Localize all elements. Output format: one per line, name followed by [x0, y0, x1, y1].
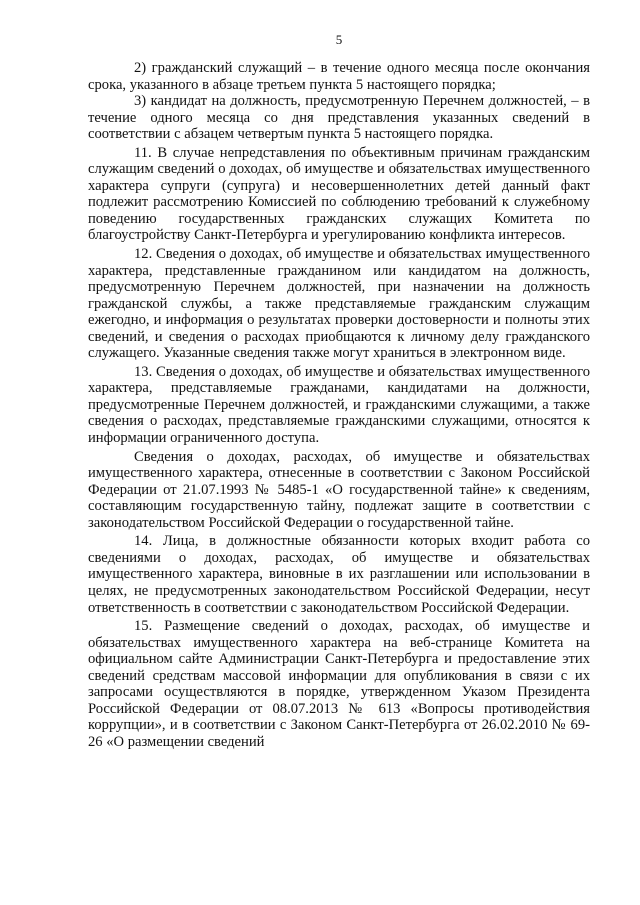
- paragraph-clause-14: 14. Лица, в должностные обязанности которых входит работа со сведениями о доходах, расходах, об имуществе и обязательствах имущественного характера, виновные в их разглашении или использовании в целях, не предусмотренных законодательством Российской Федерации, несут ответственность в соответствии с законодательством Российской Федерации.: [88, 533, 590, 616]
- paragraph-clause-11: 11. В случае непредставления по объективным причинам гражданским служащим сведений о доходах, об имуществе и обязательствах имущественного характера супруги (супруга) и несовершеннолетних детей данный факт подлежит рассмотрению Комиссией по соблюдению требований к служебному поведению государственных гражданских служащих Комитета по благоустройству Санкт-Петербурга и урегулированию конфликта интересов.: [88, 144, 590, 244]
- document-page: [88, 32, 590, 750]
- paragraph-item-3: 3) кандидат на должность, предусмотренную Перечнем должностей, – в течение одного месяца со дня представления указанных сведений в соответствии с абзацем четвертым пункта 5 настоящего порядка.: [88, 93, 590, 143]
- paragraph-clause-15: 15. Размещение сведений о доходах, расходах, об имуществе и обязательствах имущественного характера на веб-странице Комитета на официальном сайте Администрации Санкт-Петербурга и предоставление этих сведений средствам массовой информации для опубликования в связи с их запросами осуществляются в порядке, утвержденном Указом Президента Российской Федерации от 08.07.2013 № 613 «Вопросы противодействия коррупции», и в соответствии с Законом Санкт-Петербурга от 26.02.2010 № 69-26 «О размещении сведений: [88, 618, 590, 750]
- paragraph-state-secret: Сведения о доходах, расходах, об имуществе и обязательствах имущественного характера, отнесенные в соответствии с Законом Российской Федерации от 21.07.1993 № 5485-1 «О государственной тайне» к сведениям, составляющим государственную тайну, подлежат защите в соответствии с законодательством Российской Федерации о государственной тайне.: [88, 448, 590, 531]
- paragraph-item-2: 2) гражданский служащий – в течение одного месяца после окончания срока, указанного в абзаце третьем пункта 5 настоящего порядка;: [88, 60, 590, 93]
- paragraph-clause-12: 12. Сведения о доходах, об имуществе и обязательствах имущественного характера, представленные гражданином или кандидатом на должность, предусмотренную Перечнем должностей, при назначении на должность гражданской службы, а также представляемые гражданским служащим ежегодно, и информация о результатах проверки достоверности и полноты этих сведений, и сведения о расходах приобщаются к личному делу гражданского служащего. Указанные сведения также могут храниться в электронном виде.: [88, 246, 590, 362]
- paragraph-clause-13: 13. Сведения о доходах, об имуществе и обязательствах имущественного характера, представляемые гражданами, кандидатами на должности, предусмотренные Перечнем должностей, и гражданскими служащими, а также сведения о расходах, представляемые гражданскими служащими, относятся к информации ограниченного доступа.: [88, 363, 590, 447]
- page-number: 5: [335, 32, 343, 47]
